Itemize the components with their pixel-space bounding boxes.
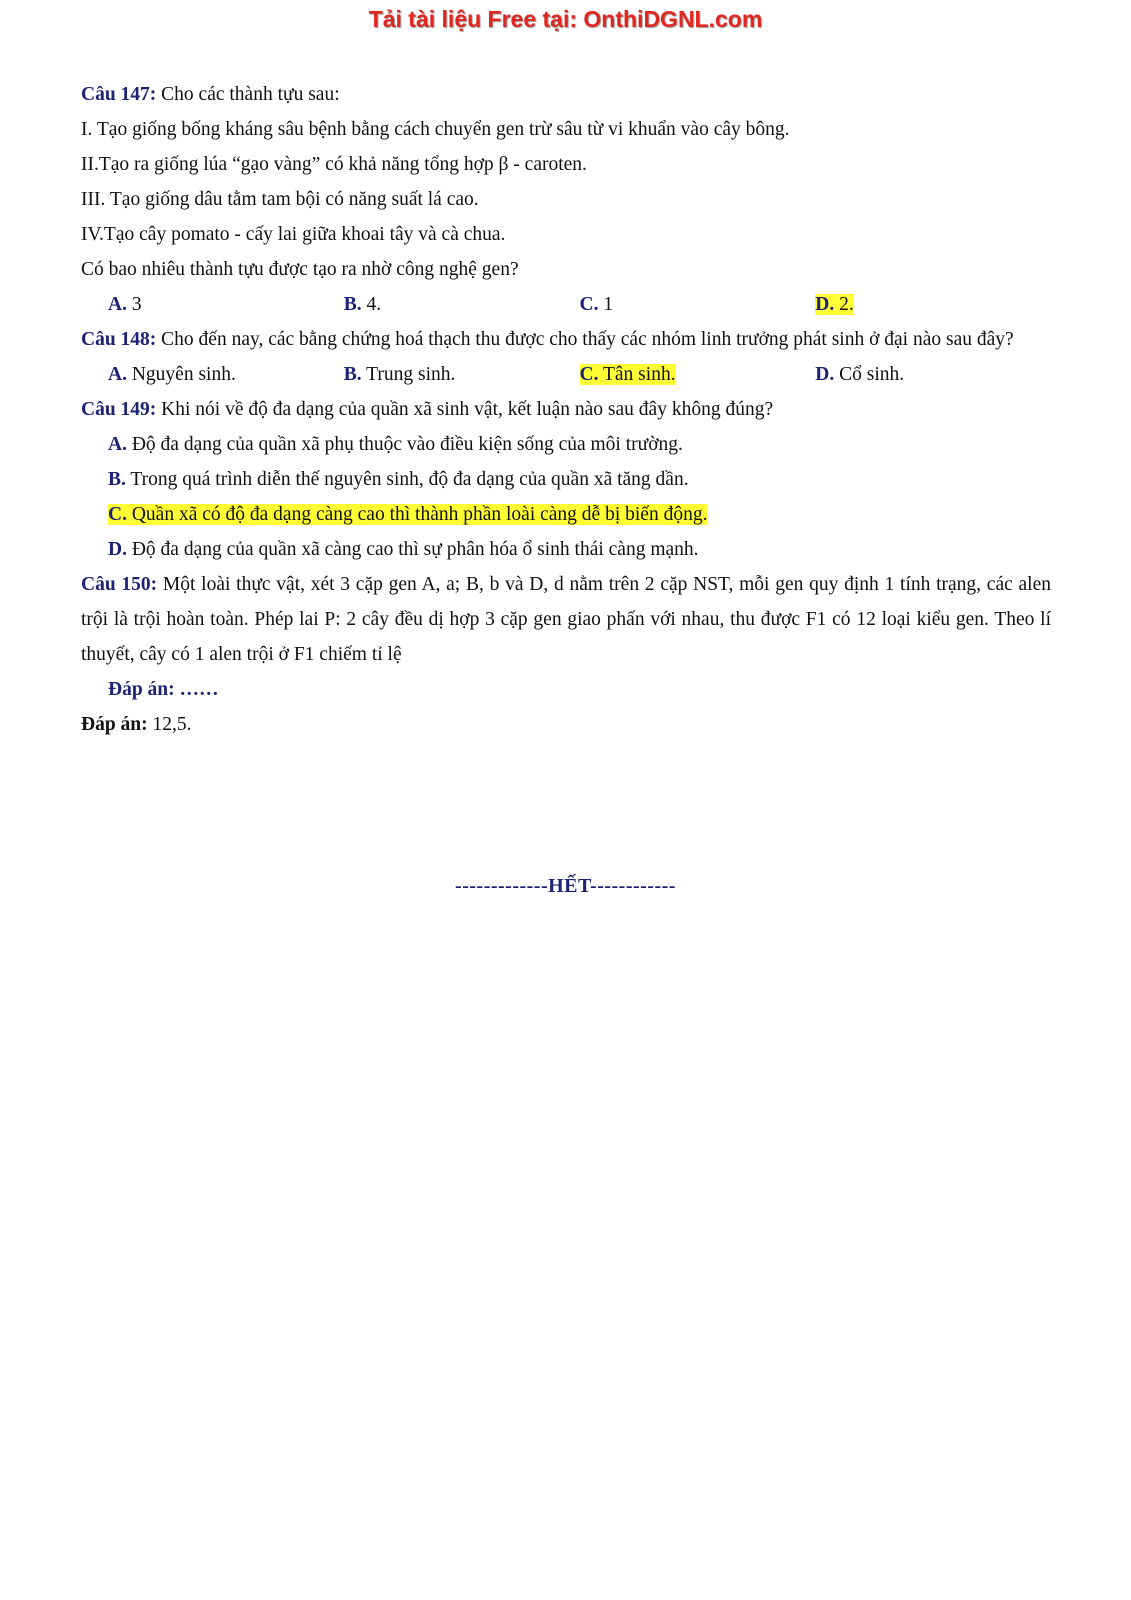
option-a: A. Độ đa dạng của quần xã phụ thuộc vào điều kiện sống của môi trường. — [108, 434, 683, 455]
question-number: Câu 148: — [81, 329, 157, 350]
end-marker: -------------HẾT------------ — [455, 875, 676, 897]
question-148-stem — [81, 322, 1051, 357]
option-d: D. Cổ sinh. — [815, 364, 905, 385]
question-number: Câu 147: — [81, 84, 157, 105]
option-c-correct — [580, 357, 816, 392]
option-d-correct — [815, 287, 1051, 322]
document-body — [81, 77, 1051, 742]
question-147-prompt: Có bao nhiêu thành tựu được tạo ra nhờ công nghệ gen? — [81, 259, 519, 280]
option-a: A. Nguyên sinh. — [108, 364, 236, 385]
question-147-stem — [81, 77, 1051, 112]
statement-item: IV.Tạo cây pomato - cấy lai giữa khoai tây và cà chua. — [81, 224, 506, 245]
question-text: Cho các thành tựu sau: — [156, 84, 340, 105]
option-a: A. 3 — [108, 294, 142, 315]
question-149-stem — [81, 392, 1051, 427]
statement-item: III. Tạo giống dâu tằm tam bội có năng suất lá cao. — [81, 189, 479, 210]
answer-highlight: C. Tân sinh. — [579, 364, 676, 385]
option-b: B. Trong quá trình diễn thế nguyên sinh, độ đa dạng của quần xã tăng dần. — [108, 469, 689, 490]
question-147-options — [81, 287, 1051, 322]
question-text: Khi nói về độ đa dạng của quần xã sinh vật, kết luận nào sau đây không đúng? — [156, 399, 774, 420]
question-150-stem — [81, 567, 1051, 672]
question-number: Câu 149: — [81, 399, 157, 420]
statement-item: I. Tạo giống bống kháng sâu bệnh bằng cách chuyển gen trừ sâu từ vi khuẩn vào cây bông. — [81, 119, 790, 140]
question-text: Một loài thực vật, xét 3 cặp gen A, a; B, b và D, d nằm trên 2 cặp NST, mỗi gen quy định 1 tính trạng, các alen trội là trội hoàn toàn. Phép lai P: 2 cây đều dị hợp 3 cặp gen giao phấn với nhau, thu được F1 có 12 loại kiểu gen. Theo lí thuyết, cây có 1 alen trội ở F1 chiếm tỉ lệ — [81, 574, 1051, 665]
option-b: B. 4. — [343, 294, 382, 315]
question-148-options — [81, 357, 1051, 392]
option-c-correct — [81, 497, 1051, 532]
answer-highlight: D. 2. — [815, 294, 854, 315]
site-header-banner: Tải tài liệu Free tại: OnthiDGNL.com — [368, 6, 763, 32]
answer-highlight: C. Quần xã có độ đa dạng càng cao thì thành phần loài càng dễ bị biến động. — [108, 504, 708, 525]
question-number: Câu 150: — [81, 574, 158, 595]
statement-item: II.Tạo ra giống lúa “gạo vàng” có khả năng tổng hợp β - caroten. — [81, 154, 587, 175]
question-text: Cho đến nay, các bằng chứng hoá thạch thu được cho thấy các nhóm linh trưởng phát sinh ở đại nào sau đây? — [156, 329, 1014, 350]
option-c: C. 1 — [579, 294, 614, 315]
answer-label: Đáp án: — [81, 714, 148, 735]
answer-line — [81, 707, 1051, 742]
option-d: D. Độ đa dạng của quần xã càng cao thì sự phân hóa ổ sinh thái càng mạnh. — [108, 539, 699, 560]
option-b: B. Trung sinh. — [343, 364, 456, 385]
answer-value: 12,5. — [147, 714, 192, 735]
answer-placeholder: Đáp án: …… — [108, 679, 219, 700]
